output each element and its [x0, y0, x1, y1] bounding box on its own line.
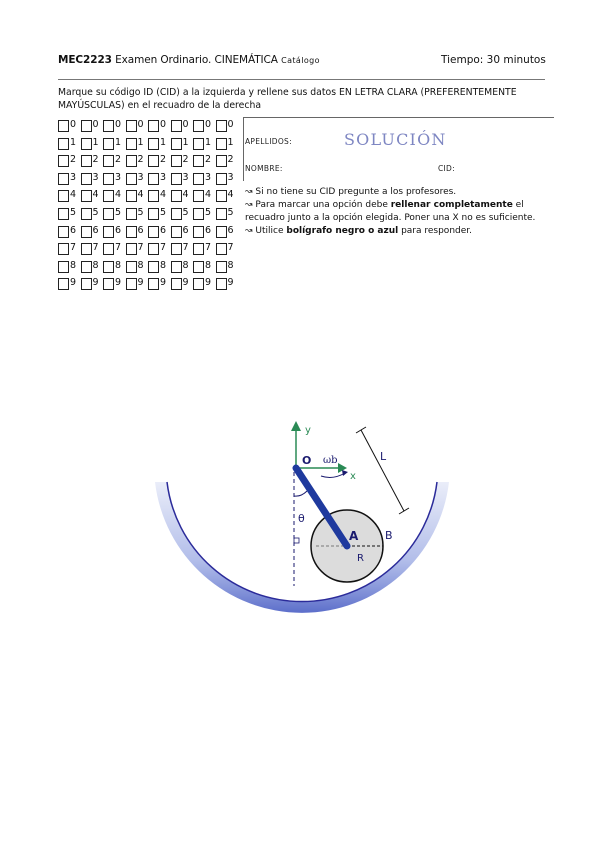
cid-bubble[interactable]: [103, 154, 126, 168]
checkbox[interactable]: [58, 243, 69, 255]
exam-version: Catálogo: [281, 56, 320, 65]
cid-row-1: [58, 136, 238, 154]
y-axis-arrow: [291, 421, 301, 431]
cid-digit-label: 8: [92, 259, 99, 271]
cid-bubble[interactable]: [126, 207, 149, 221]
checkbox[interactable]: [216, 120, 227, 132]
checkbox[interactable]: [193, 173, 204, 185]
checkbox[interactable]: [103, 155, 114, 167]
cid-bubble[interactable]: [58, 207, 81, 221]
cid-bubble[interactable]: [103, 189, 126, 203]
point-a-label: A: [349, 529, 359, 543]
cid-digit-label: 0: [182, 119, 189, 130]
cid-digit-label: 8: [227, 259, 234, 271]
checkbox[interactable]: [216, 243, 227, 255]
cid-digit-label: 5: [70, 206, 77, 218]
cid-digit-label: 9: [160, 277, 167, 289]
cid-bubble[interactable]: [216, 207, 239, 221]
cid-bubble[interactable]: [171, 172, 194, 186]
checkbox[interactable]: [171, 243, 182, 255]
cid-bubble[interactable]: [58, 154, 81, 168]
cid-bubble[interactable]: [148, 207, 171, 221]
cid-bubble[interactable]: [126, 172, 149, 186]
checkbox[interactable]: [148, 190, 159, 202]
checkbox[interactable]: [148, 155, 159, 167]
cid-bubble[interactable]: [81, 260, 104, 274]
length-tick-top: [356, 427, 366, 433]
cid-bubble[interactable]: [216, 189, 239, 203]
cid-bubble[interactable]: [148, 277, 171, 291]
checkbox[interactable]: [148, 138, 159, 150]
checkbox[interactable]: [103, 138, 114, 150]
cid-digit-label: 1: [92, 136, 99, 148]
checkbox[interactable]: [126, 120, 137, 132]
checkbox[interactable]: [193, 120, 204, 132]
cid-digit-label: 0: [92, 119, 99, 130]
cid-bubble[interactable]: [58, 172, 81, 186]
cid-digit-label: 9: [115, 277, 122, 289]
cid-digit-label: 8: [115, 259, 122, 271]
cid-digit-label: 4: [160, 189, 167, 201]
origin-label: O: [302, 454, 312, 467]
cid-bubble[interactable]: [58, 277, 81, 291]
cid-row-2: [58, 153, 238, 171]
cid-label: CID:: [438, 164, 455, 173]
cid-digit-label: 6: [205, 224, 212, 236]
cid-bubble[interactable]: [193, 137, 216, 151]
cid-bubble[interactable]: [216, 119, 239, 133]
checkbox[interactable]: [103, 261, 114, 273]
cid-digit-label: 9: [182, 277, 189, 289]
cid-digit-label: 7: [92, 242, 99, 254]
cid-digit-label: 0: [115, 119, 122, 130]
cid-bubble[interactable]: [58, 225, 81, 239]
cid-digit-label: 2: [205, 154, 212, 166]
cid-bubble[interactable]: [148, 137, 171, 151]
length-label: L: [380, 450, 387, 463]
cid-digit-label: 4: [70, 189, 77, 201]
cid-bubble[interactable]: [81, 154, 104, 168]
checkbox[interactable]: [81, 243, 92, 255]
cid-digit-label: 6: [115, 224, 122, 236]
cid-bubble[interactable]: [171, 154, 194, 168]
cid-digit-label: 3: [182, 171, 189, 183]
cid-grid: [58, 118, 238, 294]
nombre-label: NOMBRE:: [245, 164, 283, 173]
cid-bubble[interactable]: [193, 154, 216, 168]
right-angle-marker: [294, 538, 299, 543]
checkbox[interactable]: [171, 173, 182, 185]
apellidos-field[interactable]: SOLUCIÓN: [344, 130, 447, 149]
cid-bubble[interactable]: [193, 225, 216, 239]
cid-row-8: [58, 259, 238, 277]
cid-digit-label: 0: [227, 119, 234, 130]
cid-digit-label: 4: [115, 189, 122, 201]
cid-digit-label: 2: [227, 154, 234, 166]
checkbox[interactable]: [193, 226, 204, 238]
checkbox[interactable]: [58, 138, 69, 150]
mechanism-diagram: [0, 400, 599, 650]
cid-digit-label: 7: [205, 242, 212, 254]
checkbox[interactable]: [148, 208, 159, 220]
checkbox[interactable]: [126, 173, 137, 185]
cid-digit-label: 4: [92, 189, 99, 201]
y-axis-label: y: [305, 425, 311, 436]
cid-digit-label: 9: [205, 277, 212, 289]
checkbox[interactable]: [81, 138, 92, 150]
checkbox[interactable]: [148, 278, 159, 290]
checkbox[interactable]: [216, 208, 227, 220]
checkbox[interactable]: [148, 261, 159, 273]
cid-digit-label: 7: [115, 242, 122, 254]
cid-bubble[interactable]: [81, 189, 104, 203]
cid-digit-label: 6: [227, 224, 234, 236]
cid-digit-label: 9: [137, 277, 144, 289]
cid-digit-label: 7: [160, 242, 167, 254]
checkbox[interactable]: [103, 120, 114, 132]
checkbox[interactable]: [81, 226, 92, 238]
checkbox[interactable]: [148, 226, 159, 238]
cid-bubble[interactable]: [148, 225, 171, 239]
checkbox[interactable]: [103, 208, 114, 220]
checkbox[interactable]: [103, 190, 114, 202]
cid-digit-label: 1: [70, 136, 77, 148]
cid-bubble[interactable]: [58, 137, 81, 151]
cid-digit-label: 8: [160, 259, 167, 271]
cid-bubble[interactable]: [148, 119, 171, 133]
cid-row-6: [58, 224, 238, 242]
cid-bubble[interactable]: [193, 207, 216, 221]
checkbox[interactable]: [81, 278, 92, 290]
cid-row-4: [58, 188, 238, 206]
cid-digit-label: 0: [205, 119, 212, 130]
x-axis-label: x: [350, 471, 356, 482]
cid-bubble[interactable]: [193, 172, 216, 186]
cid-digit-label: 7: [137, 242, 144, 254]
note-3: ↝ Utilice bolígrafo negro o azul para responder.: [245, 226, 473, 236]
cid-bubble[interactable]: [171, 189, 194, 203]
cid-row-9: [58, 276, 238, 294]
cid-bubble[interactable]: [216, 154, 239, 168]
cid-bubble[interactable]: [58, 242, 81, 256]
cid-digit-label: 1: [160, 136, 167, 148]
note-2-cont: recuadro junto a la opción elegida. Poner una X no es suficiente.: [245, 213, 536, 223]
checkbox[interactable]: [171, 120, 182, 132]
cid-digit-label: 5: [227, 206, 234, 218]
cid-bubble[interactable]: [81, 119, 104, 133]
cid-bubble[interactable]: [148, 260, 171, 274]
cid-bubble[interactable]: [103, 137, 126, 151]
checkbox[interactable]: [126, 190, 137, 202]
checkbox[interactable]: [148, 120, 159, 132]
cid-bubble[interactable]: [126, 137, 149, 151]
checkbox[interactable]: [193, 243, 204, 255]
exam-title: [58, 54, 320, 66]
cid-digit-label: 7: [182, 242, 189, 254]
checkbox[interactable]: [148, 173, 159, 185]
cid-bubble[interactable]: [193, 119, 216, 133]
cid-digit-label: 5: [92, 206, 99, 218]
cid-digit-label: 2: [92, 154, 99, 166]
checkbox[interactable]: [193, 208, 204, 220]
checkbox[interactable]: [58, 226, 69, 238]
cid-digit-label: 8: [205, 259, 212, 271]
cid-digit-label: 5: [137, 206, 144, 218]
cid-bubble[interactable]: [103, 119, 126, 133]
cid-digit-label: 2: [182, 154, 189, 166]
checkbox[interactable]: [103, 278, 114, 290]
cid-bubble[interactable]: [193, 277, 216, 291]
exam-name: Examen Ordinario. CINEMÁTICA: [115, 54, 278, 66]
checkbox[interactable]: [193, 261, 204, 273]
checkbox[interactable]: [126, 155, 137, 167]
cid-digit-label: 2: [115, 154, 122, 166]
header-divider: [58, 79, 545, 80]
cid-digit-label: 8: [137, 259, 144, 271]
cid-bubble[interactable]: [103, 172, 126, 186]
checkbox[interactable]: [126, 208, 137, 220]
checkbox[interactable]: [81, 190, 92, 202]
cid-bubble[interactable]: [171, 277, 194, 291]
note-1: ↝ Si no tiene su CID pregunte a los profesores.: [245, 187, 457, 197]
cid-digit-label: 3: [227, 171, 234, 183]
cid-digit-label: 5: [182, 206, 189, 218]
cid-digit-label: 3: [137, 171, 144, 183]
cid-digit-label: 3: [115, 171, 122, 183]
checkbox[interactable]: [171, 208, 182, 220]
checkbox[interactable]: [58, 190, 69, 202]
cid-bubble[interactable]: [103, 260, 126, 274]
cid-row-0: [58, 118, 238, 136]
cid-bubble[interactable]: [148, 154, 171, 168]
cid-bubble[interactable]: [126, 225, 149, 239]
id-box: [243, 117, 554, 181]
cid-bubble[interactable]: [58, 260, 81, 274]
cid-digit-label: 5: [160, 206, 167, 218]
checkbox[interactable]: [171, 278, 182, 290]
cid-digit-label: 0: [160, 119, 167, 130]
checkbox[interactable]: [103, 243, 114, 255]
cid-digit-label: 6: [160, 224, 167, 236]
checkbox[interactable]: [81, 173, 92, 185]
cid-bubble[interactable]: [216, 277, 239, 291]
cid-digit-label: 3: [205, 171, 212, 183]
cid-bubble[interactable]: [216, 172, 239, 186]
checkbox[interactable]: [171, 190, 182, 202]
checkbox[interactable]: [126, 138, 137, 150]
omega-label: ωb: [323, 455, 338, 466]
cid-bubble[interactable]: [171, 207, 194, 221]
cid-bubble[interactable]: [103, 242, 126, 256]
checkbox[interactable]: [58, 208, 69, 220]
checkbox[interactable]: [171, 226, 182, 238]
checkbox[interactable]: [81, 261, 92, 273]
cid-bubble[interactable]: [58, 189, 81, 203]
circular-track: [167, 482, 437, 602]
cid-digit-label: 7: [227, 242, 234, 254]
cid-bubble[interactable]: [148, 172, 171, 186]
cid-bubble[interactable]: [81, 137, 104, 151]
checkbox[interactable]: [126, 261, 137, 273]
cid-digit-label: 1: [115, 136, 122, 148]
cid-bubble[interactable]: [216, 242, 239, 256]
cid-bubble[interactable]: [103, 225, 126, 239]
cid-digit-label: 9: [227, 277, 234, 289]
cid-bubble[interactable]: [126, 154, 149, 168]
cid-digit-label: 8: [70, 259, 77, 271]
checkbox[interactable]: [58, 173, 69, 185]
cid-digit-label: 2: [137, 154, 144, 166]
cid-digit-label: 4: [182, 189, 189, 201]
checkbox[interactable]: [216, 155, 227, 167]
cid-bubble[interactable]: [126, 260, 149, 274]
cid-bubble[interactable]: [58, 119, 81, 133]
cid-digit-label: 0: [70, 119, 77, 130]
angle-arc: [294, 491, 307, 496]
instructions-line-1: Marque su código ID (CID) a la izquierda y rellene sus datos EN LETRA CLARA (PREFERENTEMENTE: [58, 87, 517, 98]
cid-bubble[interactable]: [126, 119, 149, 133]
checkbox[interactable]: [193, 138, 204, 150]
checkbox[interactable]: [81, 155, 92, 167]
cid-digit-label: 6: [92, 224, 99, 236]
cid-digit-label: 5: [205, 206, 212, 218]
cid-digit-label: 0: [137, 119, 144, 130]
cid-digit-label: 9: [70, 277, 77, 289]
checkbox[interactable]: [193, 278, 204, 290]
checkbox[interactable]: [216, 278, 227, 290]
apellidos-label: APELLIDOS:: [245, 137, 292, 146]
cid-digit-label: 4: [205, 189, 212, 201]
point-b-label: B: [385, 529, 393, 542]
radius-label: R: [357, 553, 364, 564]
cid-row-3: [58, 171, 238, 189]
cid-digit-label: 1: [227, 136, 234, 148]
cid-bubble[interactable]: [171, 242, 194, 256]
checkbox[interactable]: [216, 138, 227, 150]
time-limit: Tiempo: 30 minutos: [441, 54, 546, 66]
checkbox[interactable]: [58, 278, 69, 290]
cid-bubble[interactable]: [103, 207, 126, 221]
cid-bubble[interactable]: [81, 172, 104, 186]
checkbox[interactable]: [126, 278, 137, 290]
cid-bubble[interactable]: [148, 242, 171, 256]
cid-bubble[interactable]: [81, 242, 104, 256]
checkbox[interactable]: [171, 261, 182, 273]
cid-digit-label: 1: [205, 136, 212, 148]
cid-bubble[interactable]: [148, 189, 171, 203]
cid-row-5: [58, 206, 238, 224]
checkbox[interactable]: [171, 138, 182, 150]
cid-digit-label: 2: [70, 154, 77, 166]
length-dimension: [361, 430, 404, 511]
cid-bubble[interactable]: [216, 260, 239, 274]
cid-row-7: [58, 241, 238, 259]
course-code: MEC2223: [58, 54, 112, 66]
length-tick-bottom: [399, 508, 409, 514]
cid-digit-label: 6: [182, 224, 189, 236]
cid-bubble[interactable]: [81, 225, 104, 239]
cid-bubble[interactable]: [81, 277, 104, 291]
cid-bubble[interactable]: [193, 260, 216, 274]
cid-digit-label: 2: [160, 154, 167, 166]
angle-label: θ: [298, 512, 305, 525]
note-2: ↝ Para marcar una opción debe rellenar completamente el: [245, 200, 524, 210]
cid-bubble[interactable]: [126, 242, 149, 256]
checkbox[interactable]: [216, 190, 227, 202]
cid-bubble[interactable]: [171, 137, 194, 151]
checkbox[interactable]: [58, 261, 69, 273]
circular-track-shading: [155, 482, 449, 613]
cid-digit-label: 8: [182, 259, 189, 271]
cid-digit-label: 3: [92, 171, 99, 183]
checkbox[interactable]: [126, 226, 137, 238]
checkbox[interactable]: [216, 173, 227, 185]
cid-bubble[interactable]: [81, 207, 104, 221]
checkbox[interactable]: [58, 155, 69, 167]
instructions-line-2: MAYÚSCULAS) en el recuadro de la derecha: [58, 99, 262, 111]
omega-arrow: [321, 473, 345, 477]
cid-bubble[interactable]: [171, 119, 194, 133]
cid-bubble[interactable]: [193, 189, 216, 203]
checkbox[interactable]: [216, 226, 227, 238]
checkbox[interactable]: [193, 155, 204, 167]
checkbox[interactable]: [126, 243, 137, 255]
cid-digit-label: 3: [160, 171, 167, 183]
checkbox[interactable]: [81, 120, 92, 132]
cid-digit-label: 4: [227, 189, 234, 201]
cid-digit-label: 4: [137, 189, 144, 201]
cid-digit-label: 5: [115, 206, 122, 218]
notes: [245, 186, 550, 238]
cid-digit-label: 6: [137, 224, 144, 236]
cid-bubble[interactable]: [171, 225, 194, 239]
checkbox[interactable]: [171, 155, 182, 167]
checkbox[interactable]: [216, 261, 227, 273]
checkbox[interactable]: [193, 190, 204, 202]
cid-bubble[interactable]: [126, 277, 149, 291]
cid-bubble[interactable]: [193, 242, 216, 256]
cid-bubble[interactable]: [171, 260, 194, 274]
checkbox[interactable]: [103, 173, 114, 185]
cid-digit-label: 7: [70, 242, 77, 254]
cid-bubble[interactable]: [216, 137, 239, 151]
omega-arrowhead: [342, 470, 348, 476]
cid-bubble[interactable]: [103, 277, 126, 291]
cid-digit-label: 3: [70, 171, 77, 183]
cid-bubble[interactable]: [126, 189, 149, 203]
cid-digit-label: 1: [182, 136, 189, 148]
checkbox[interactable]: [81, 208, 92, 220]
checkbox[interactable]: [58, 120, 69, 132]
cid-digit-label: 6: [70, 224, 77, 236]
cid-bubble[interactable]: [216, 225, 239, 239]
cid-digit-label: 9: [92, 277, 99, 289]
cid-digit-label: 1: [137, 136, 144, 148]
instructions: [58, 87, 548, 112]
checkbox[interactable]: [148, 243, 159, 255]
checkbox[interactable]: [103, 226, 114, 238]
